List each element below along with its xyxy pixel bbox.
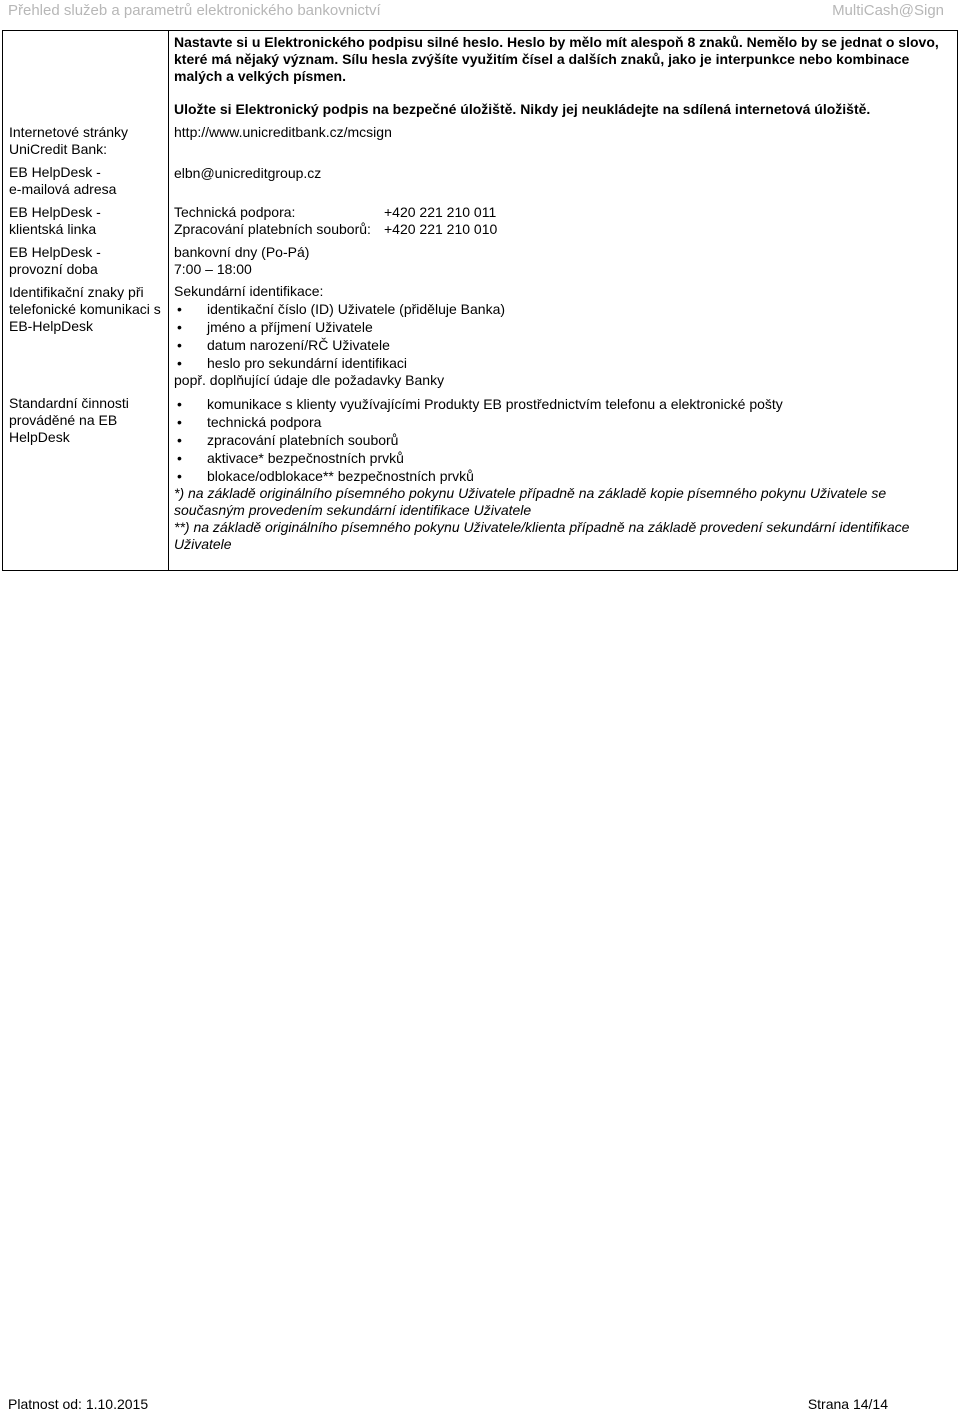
page-number: Strana 14/14 [807,1396,888,1412]
page-footer [8,1396,888,1414]
phone-list [174,204,954,238]
phone-row [174,221,954,238]
list-item: • blokace/odblokace** bezpečnostních prvků [174,467,949,485]
activities-label: Standardní činnosti prováděné na EB HelpDesk [9,395,129,445]
phone-label [9,204,164,238]
phone-row-number: +420 221 210 011 [384,204,497,220]
email-label-line1: EB HelpDesk - [9,164,101,180]
activities-list [174,395,949,485]
identification-label: Identifikační znaky při telefonické komunikaci s EB-HelpDesk [9,284,161,334]
hours-value [174,244,954,278]
hours-label-line2: provozní doba [9,261,98,277]
phone-row-name: Technická podpora: [174,204,296,220]
identification-footer: popř. doplňující údaje dle požadavky Banky [174,372,445,388]
phone-label-line1: EB HelpDesk - [9,204,101,220]
hours-label [9,244,164,278]
web-label: Internetové stránky UniCredit Bank: [9,124,129,157]
identification-list [174,300,954,372]
password-note: Nastavte si u Elektronického podpisu silné heslo. Heslo by mělo mít alespoň 8 znaků. Nemělo by se jednat o slovo, které má nějaký význam. Sílu hesla zvýšíte využitím čísel a dalších znaků, jako je interpunkce nebo kombinace malých a velkých písmen. [174,34,939,84]
storage-note: Uložte si Elektronický podpis na bezpečné úložiště. Nikdy jej neukládejte na sdílená internetová úložiště. [174,101,871,117]
phone-row-name: Zpracování platebních souborů: [174,221,371,237]
column-divider [168,31,169,570]
service-parameters-table [2,30,958,571]
phone-label-line2: klientská linka [9,221,97,237]
email-label [9,164,164,198]
web-link[interactable]: http://www.unicreditbank.cz/mcsign [174,124,392,140]
list-item: • datum narození/RČ Uživatele [174,336,954,354]
document-title: Přehled služeb a parametrů elektronického bankovnictví [8,2,381,19]
page-header [8,2,944,22]
list-item: • identikační číslo (ID) Uživatele (přiděluje Banka) [174,300,954,318]
blocking-footnote: **) na základě originálního písemného pokynu Uživatele/klienta případně na základě provedení sekundární identifikace Uživatele [174,519,910,552]
email-link[interactable]: elbn@unicreditgroup.cz [174,165,322,181]
activation-footnote: *) na základě originálního písemného pokynu Uživatele případně na základě kopie písemného pokynu Uživatele se současným provedením sekundární identifikace Uživatele [174,485,887,518]
list-item: • technická podpora [174,413,949,431]
product-name: MultiCash@Sign [832,2,944,19]
list-item: • aktivace* bezpečnostních prvků [174,449,949,467]
list-item: • jméno a příjmení Uživatele [174,318,954,336]
valid-from: Platnost od: 1.10.2015 [8,1396,149,1412]
hours-time: 7:00 – 18:00 [174,261,252,277]
hours-days: bankovní dny (Po-Pá) [174,244,310,260]
list-item: • zpracování platebních souborů [174,431,949,449]
list-item: • heslo pro sekundární identifikaci [174,354,954,372]
list-item: • komunikace s klienty využívajícími Produkty EB prostřednictvím telefonu a elektronické pošty [174,395,949,413]
identification-block [174,283,954,389]
email-label-line2: e-mailová adresa [9,181,117,197]
hours-label-line1: EB HelpDesk - [9,244,101,260]
activities-block [174,395,949,553]
phone-row-number: +420 221 210 010 [384,221,498,237]
phone-row [174,204,954,221]
identification-heading: Sekundární identifikace: [174,283,324,299]
